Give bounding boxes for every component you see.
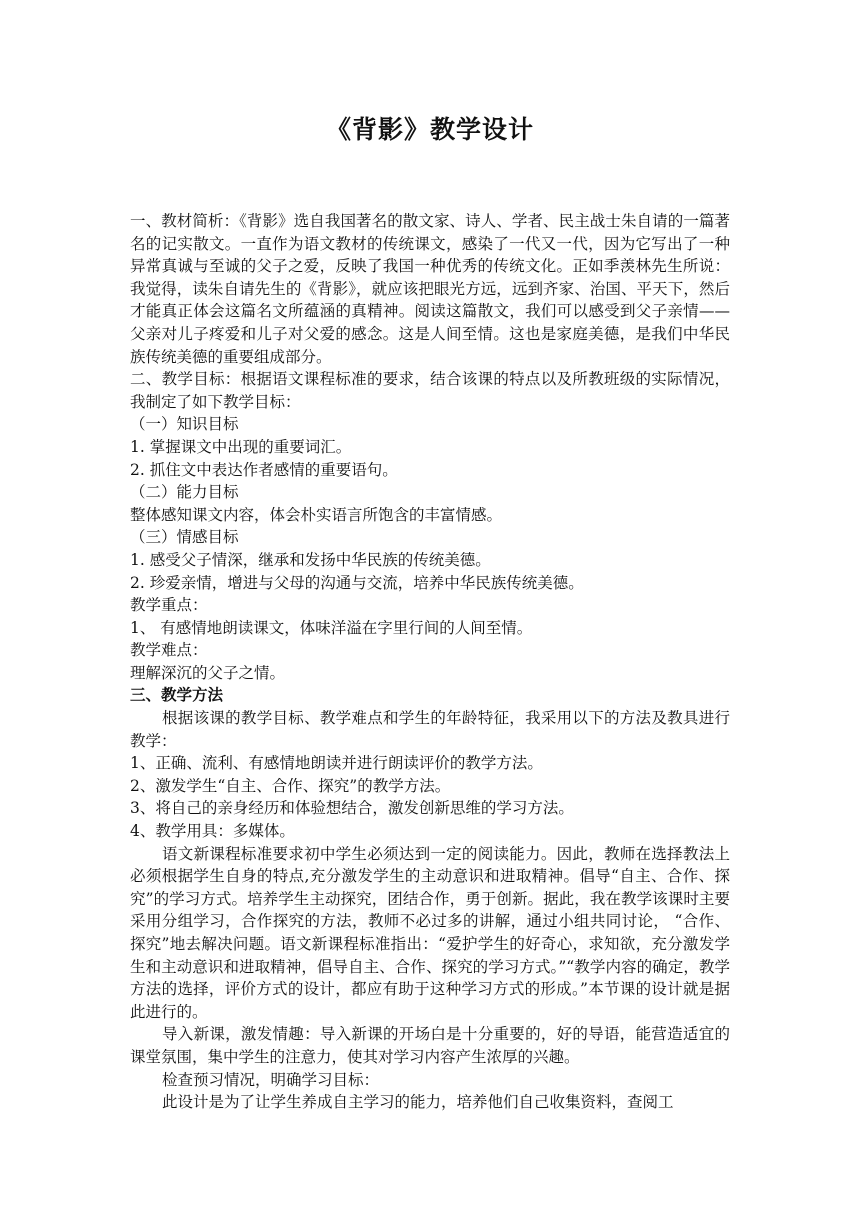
list-item: 1. 感受父子情深，继承和发扬中华民族的传统美德。 xyxy=(130,550,491,569)
paragraph: 根据该课的教学目标、教学难点和学生的年龄特征，我采用以下的方法及教具进行教学： xyxy=(130,709,730,750)
section-textbook-analysis: 一、教材简析：《背影》选自我国著名的散文家、诗人、学者、民主战士朱自请的一篇著名的记实散文。一直作为语文教材的传统课文，感染了一代又一代，因为它写出了一种异常真诚与至诚的父子之爱，反映了我国一种优秀的传统文化。正如季羡林先生所说：我觉得，读朱自请先生的《背影》，就应该把眼光方远，远到齐家、治国、平天下，然后才能真正体会这篇名文所蕴涵的真精神。阅读这篇散文，我们可以感受到父子亲情——父亲对儿子疼爱和儿子对父爱的感念。这是人间至情。这也是家庭美德，是我们中华民族传统美德的重要组成部分。 xyxy=(130,212,730,366)
paragraph: 理解深沉的父子之情。 xyxy=(130,663,286,682)
heading-key-points: 教学重点： xyxy=(130,596,208,615)
subheading-emotion-goals: （三）情感目标 xyxy=(130,528,239,547)
list-item: 2. 珍爱亲情，增进与父母的沟通与交流，培养中华民族传统美德。 xyxy=(130,573,584,592)
list-item: 2、激发学生“自主、合作、探究”的教学方法。 xyxy=(130,776,451,795)
list-item: 1、 有感情地朗读课文，体味洋溢在字里行间的人间至情。 xyxy=(130,618,533,637)
section-teaching-methods: 三、教学方法 xyxy=(130,685,224,705)
document-title: 《背影》教学设计 xyxy=(325,115,534,144)
subheading-ability-goals: （二）能力目标 xyxy=(130,483,239,502)
list-item: 2. 抓住文中表达作者感情的重要语句。 xyxy=(130,460,398,479)
list-item: 1. 掌握课文中出现的重要词汇。 xyxy=(130,437,352,456)
paragraph: 检查预习情况，明确学习目标： xyxy=(162,1070,380,1089)
paragraph: 语文新课程标准要求初中学生必须达到一定的阅读能力。因此，教师在选择教法上必须根据学生自身的特点,充分激发学生的主动意识和进取精神。倡导“自主、合作、探究”的学习方式。培养学生主动探究，团结合作，勇于创新。据此，我在教学该课时主要采用分组学习，合作探究的方法，教师不必过多的讲解，通过小组共同讨论， “合作、探究”地去解决问题。语文新课程标准指出：“爱护学生的好奇心，求知欲，充分激发学生和主动意识和进取精神，倡导自主、合作、探究的学习方式。”“教学内容的确定，教学方法的选择，评价方式的设计，都应有助于这种学习方式的形成。”本节课的设计就是据此进行的。 xyxy=(130,844,730,1021)
paragraph: 导入新课，激发情趣：导入新课的开场白是十分重要的，好的导语，能营造适宜的课堂氛围，集中学生的注意力，使其对学习内容产生浓厚的兴趣。 xyxy=(130,1025,730,1066)
list-item: 4、教学用具：多媒体。 xyxy=(130,822,295,841)
subheading-knowledge-goals: （一）知识目标 xyxy=(130,415,239,434)
heading-difficulties: 教学难点： xyxy=(130,641,208,660)
list-item: 3、将自己的亲身经历和体验想结合，激发创新思维的学习方法。 xyxy=(130,799,574,818)
document-page xyxy=(130,110,730,1114)
paragraph: 整体感知课文内容，体会朴实语言所饱含的丰富情感。 xyxy=(130,505,503,524)
section-teaching-goals: 二、教学目标：根据语文课程标准的要求，结合该课的特点以及所教班级的实际情况，我制定了如下教学目标： xyxy=(130,370,730,411)
list-item: 1、正确、流利、有感情地朗读并进行朗读评价的教学方法。 xyxy=(130,754,543,773)
paragraph: 此设计是为了让学生养成自主学习的能力，培养他们自己收集资料，查阅工 xyxy=(162,1093,674,1112)
